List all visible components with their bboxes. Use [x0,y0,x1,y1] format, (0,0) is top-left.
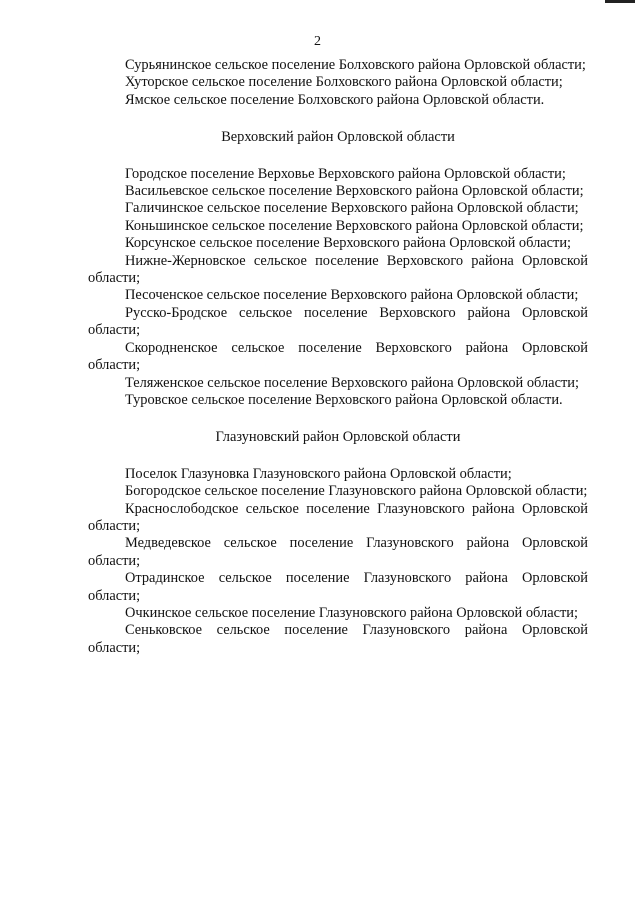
list-item: Корсунское сельское поселение Верховского района Орловской области; [125,235,572,252]
page-number: 2 [314,34,321,49]
list-item: Нижне-Жерновское сельское поселение Верховского района Орловской области; [88,252,588,287]
list-item: Туровское сельское поселение Верховского района Орловской области. [125,391,563,408]
document-body [88,57,588,657]
list-item: Медведевское сельское поселение Глазуновского района Орловской области; [88,535,588,569]
list-item: Васильевское сельское поселение Верховского района Орловской области; [125,183,584,200]
list-item: Теляженское сельское поселение Верховского района Орловской области; [125,374,579,391]
list-item: Скородненское сельское поселение Верховского района Орловской области; [88,339,588,374]
list-item: Отрадинское сельское поселение Глазуновского района Орловской области; [88,570,588,604]
list-item: Богородское сельское поселение Глазуновского района Орловской области; [125,483,588,500]
list-item: Поселок Глазуновка Глазуновского района Орловской области; [125,465,512,482]
list-item: Очкинское сельское поселение Глазуновского района Орловской области; [125,604,578,621]
section-bolkhov [88,57,588,109]
list-item: Краснослободское сельское поселение Глазуновского района Орловской области; [88,500,588,534]
list-item: Городское поселение Верховье Верховского района Орловской области; [125,165,566,182]
list-item: Ямское сельское поселение Болховского района Орловской области. [125,91,545,108]
section-glazunovsky [88,429,588,657]
list-item: Хуторское сельское поселение Болховского района Орловской области; [125,74,563,91]
list-item: Сурьянинское сельское поселение Болховского района Орловской области; [125,57,586,73]
list-item: Русско-Бродское сельское поселение Верховского района Орловской области; [88,304,588,339]
section-heading: Глазуновский район Орловской области [215,429,461,446]
list-item: Галичинское сельское поселение Верховского района Орловской области; [125,200,579,217]
list-item: Коньшинское сельское поселение Верховского района Орловской области; [125,217,584,234]
section-verkhovsky [88,129,588,409]
list-item: Сеньковское сельское поселение Глазуновского района Орловской области; [88,622,588,656]
section-heading: Верховский район Орловской области [221,129,455,146]
list-item: Песоченское сельское поселение Верховского района Орловской области; [125,287,579,304]
scan-edge-mark [605,0,635,3]
